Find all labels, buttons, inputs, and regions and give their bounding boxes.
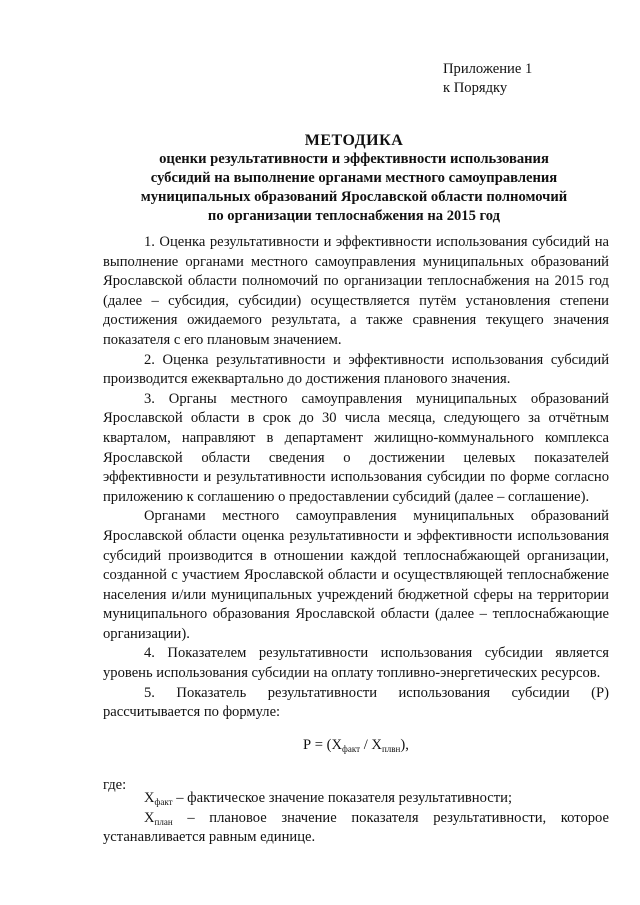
document-title (104, 131, 604, 226)
paragraph-4: 4. Показателем результативности использования субсидии является уровень использования субсидии на оплату топливно-энергетических ресурсов. (103, 645, 609, 682)
title-line: субсидий на выполнение органами местного самоуправления (150, 170, 558, 186)
formula-subscript-plan: плвн (381, 744, 401, 754)
document-body (103, 233, 609, 723)
appendix-line-1: Приложение 1 (443, 61, 533, 77)
paragraph-3-continued: Органами местного самоуправления муниципальных образований Ярославской области оценка результативности и эффективности использования субсидий производится в отношении каждой теплоснабжающей организации, созданной с участием Ярославской области и осуществляющей теплоснабжение населения и/или муниципальных учреждений бюджетной сферы на территории муниципального образования Ярославской области (далее – теплоснабжающие организации). (103, 508, 609, 642)
definition-symbol: Х (144, 809, 155, 826)
where-label: где: (103, 777, 127, 793)
title-line: муниципальных образований Ярославской области полномочий (140, 189, 568, 205)
definition-subscript: план (154, 816, 173, 827)
definitions (103, 789, 609, 848)
title-line: по организации теплоснабжения на 2015 год (207, 208, 501, 224)
formula-rhs: ), (400, 737, 409, 753)
definition-text: – фактическое значение показателя результативности; (172, 790, 513, 806)
formula-expression (303, 736, 409, 756)
appendix-line-2: к Порядку (443, 80, 508, 96)
appendix-note (443, 60, 623, 98)
paragraph-2: 2. Оценка результативности и эффективности использования субсидий производится ежеквартально до достижения планового значения. (103, 351, 609, 388)
formula-lhs: Р = (Х (303, 737, 343, 753)
paragraph-3: 3. Органы местного самоуправления муниципальных образований Ярославской области в срок до 30 числа месяца, следующего за отчётным кварталом, направляют в департамент жилищно-коммунального комплекса Ярославской области сведения о достижении целевых показателей эффективности и результативности использования субсидии по форме согласно приложению к соглашению о предоставлении субсидий (далее – соглашение). (103, 390, 609, 505)
formula-subscript-fact: факт (342, 744, 361, 754)
definition-fact (103, 789, 609, 809)
definition-plan (103, 809, 609, 848)
title-main: МЕТОДИКА (304, 132, 404, 149)
definition-text: – плановое значение показателя результативности, которое устанавливается равным единице. (103, 809, 609, 846)
title-line: оценки результативности и эффективности использования (159, 151, 549, 167)
definition-symbol: Х (144, 790, 155, 806)
paragraph-1: 1. Оценка результативности и эффективности использования субсидий на выполнение органами местного самоуправления муниципальных образований Ярославской области полномочий по организации теплоснабжения на 2015 год (далее – субсидия, субсидии) осуществляется путём установления степени достижения ожидаемого результата, а также сравнения текущего значения показателя с его плановым значением. (103, 234, 609, 348)
definition-subscript: факт (154, 797, 173, 807)
formula-mid: / Х (360, 737, 382, 753)
paragraph-5: 5. Показатель результативности использования субсидии (Р) рассчитывается по формуле: (103, 684, 609, 721)
